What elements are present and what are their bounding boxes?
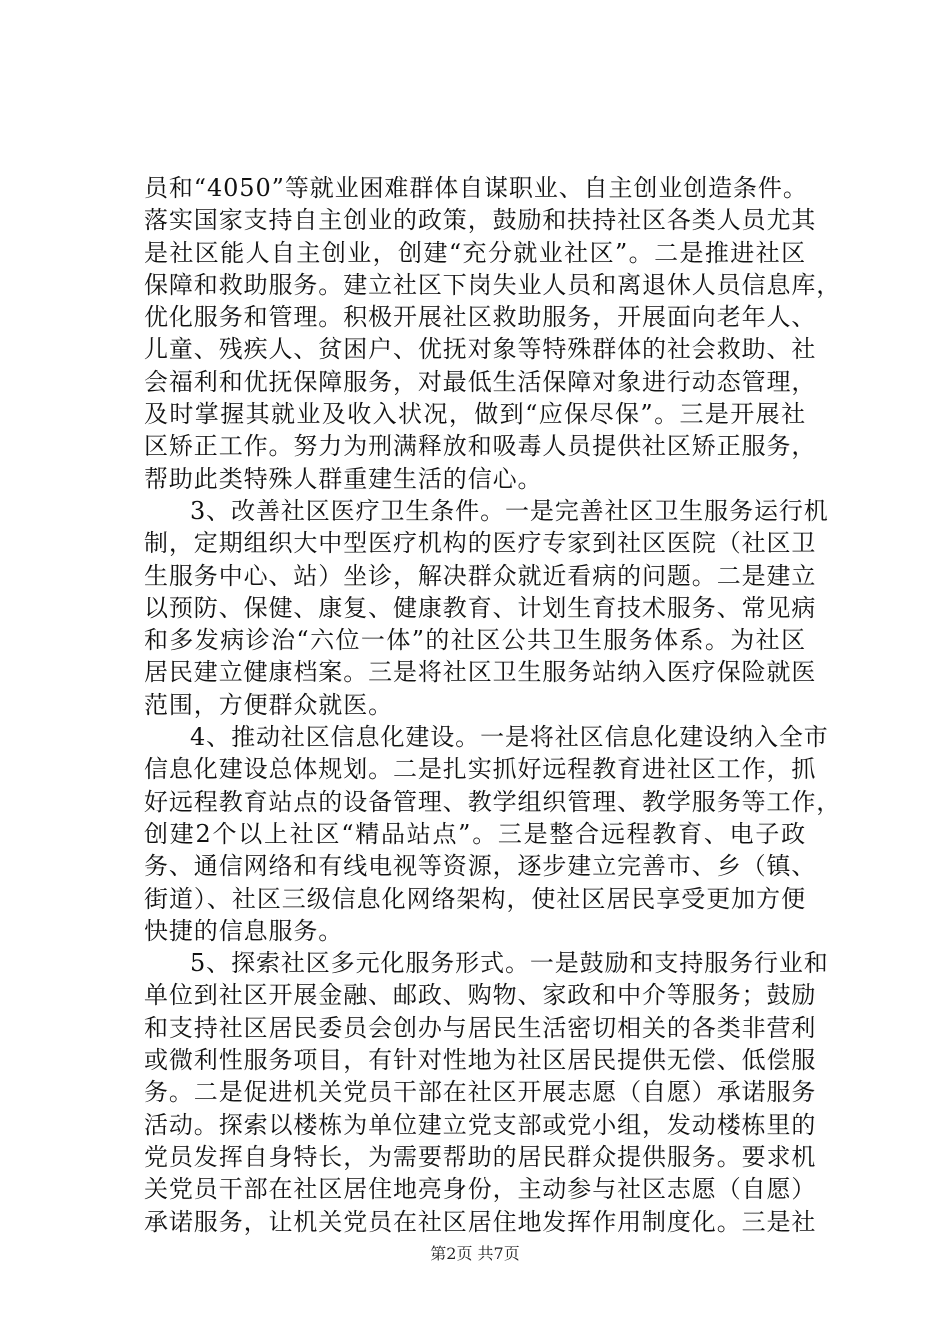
paragraph bbox=[144, 721, 842, 947]
paragraph-line: 制，定期组织大中型医疗机构的医疗专家到社区医院（社区卫 bbox=[144, 529, 817, 558]
paragraph-line: 街道）、社区三级信息化网络架构，使社区居民享受更加方便 bbox=[144, 884, 806, 913]
paragraph-line: 单位到社区开展金融、邮政、购物、家政和中介等服务；鼓励 bbox=[144, 981, 817, 1010]
paragraph-line: 会福利和优抚保障服务，对最低生活保障对象进行动态管理， bbox=[144, 367, 817, 396]
paragraph-line: 区矫正工作。努力为刑满释放和吸毒人员提供社区矫正服务， bbox=[144, 432, 817, 461]
paragraph-line: 3、改善社区医疗卫生条件。一是完善社区卫生服务运行机 bbox=[190, 496, 829, 525]
paragraph-line: 承诺服务，让机关党员在社区居住地发挥作用制度化。三是社 bbox=[144, 1207, 817, 1236]
paragraph-line: 落实国家支持自主创业的政策，鼓励和扶持社区各类人员尤其 bbox=[144, 206, 817, 235]
page-number-footer: 第2页 共7页 bbox=[430, 1244, 520, 1263]
paragraph-line: 帮助此类特殊人群重建生活的信心。 bbox=[144, 464, 543, 493]
paragraph-line: 5、探索社区多元化服务形式。一是鼓励和支持服务行业和 bbox=[190, 949, 829, 978]
paragraph-line: 范围，方便群众就医。 bbox=[144, 690, 393, 719]
paragraph-line: 4、推动社区信息化建设。一是将社区信息化建设纳入全市 bbox=[190, 723, 829, 752]
paragraph-line: 务。二是促进机关党员干部在社区开展志愿（自愿）承诺服务 bbox=[144, 1078, 817, 1107]
paragraph-line: 活动。探索以楼栋为单位建立党支部或党小组，发动楼栋里的 bbox=[144, 1110, 817, 1139]
paragraph-line: 及时掌握其就业及收入状况，做到“应保尽保”。三是开展社 bbox=[144, 400, 806, 429]
paragraph-line: 信息化建设总体规划。二是扎实抓好远程教育进社区工作，抓 bbox=[144, 755, 817, 784]
paragraph-line: 或微利性服务项目，有针对性地为社区居民提供无偿、低偿服 bbox=[144, 1046, 817, 1075]
paragraph-line: 关党员干部在社区居住地亮身份，主动参与社区志愿（自愿） bbox=[144, 1175, 817, 1204]
paragraph-line: 保障和救助服务。建立社区下岗失业人员和离退休人员信息库， bbox=[144, 270, 842, 299]
paragraph-line: 居民建立健康档案。三是将社区卫生服务站纳入医疗保险就医 bbox=[144, 658, 817, 687]
paragraph-line: 儿童、残疾人、贫困户、优抚对象等特殊群体的社会救助、社 bbox=[144, 335, 817, 364]
paragraph-line: 生服务中心、站）坐诊，解决群众就近看病的问题。二是建立 bbox=[144, 561, 817, 590]
paragraph-line: 优化服务和管理。积极开展社区救助服务，开展面向老年人、 bbox=[144, 303, 817, 332]
paragraph bbox=[144, 495, 829, 721]
paragraph-line: 和支持社区居民委员会创办与居民生活密切相关的各类非营利 bbox=[144, 1013, 817, 1042]
paragraph bbox=[144, 172, 842, 495]
paragraph-line: 创建2个以上社区“精品站点”。三是整合远程教育、电子政 bbox=[144, 819, 806, 848]
paragraph-line: 是社区能人自主创业，创建“充分就业社区”。二是推进社区 bbox=[144, 238, 806, 267]
paragraph-line: 和多发病诊治“六位一体”的社区公共卫生服务体系。为社区 bbox=[144, 626, 806, 655]
paragraph-line: 党员发挥自身特长，为需要帮助的居民群众提供服务。要求机 bbox=[144, 1142, 817, 1171]
paragraph-line: 员和“4050”等就业困难群体自谋职业、自主创业创造条件。 bbox=[144, 174, 808, 202]
paragraph bbox=[144, 947, 829, 1238]
paragraph-line: 好远程教育站点的设备管理、教学组织管理、教学服务等工作， bbox=[144, 787, 842, 816]
paragraph-line: 快捷的信息服务。 bbox=[144, 916, 344, 945]
paragraph-line: 以预防、保健、康复、健康教育、计划生育技术服务、常见病 bbox=[144, 593, 817, 622]
document-body bbox=[144, 172, 842, 1238]
paragraph-line: 务、通信网络和有线电视等资源，逐步建立完善市、乡（镇、 bbox=[144, 852, 817, 881]
